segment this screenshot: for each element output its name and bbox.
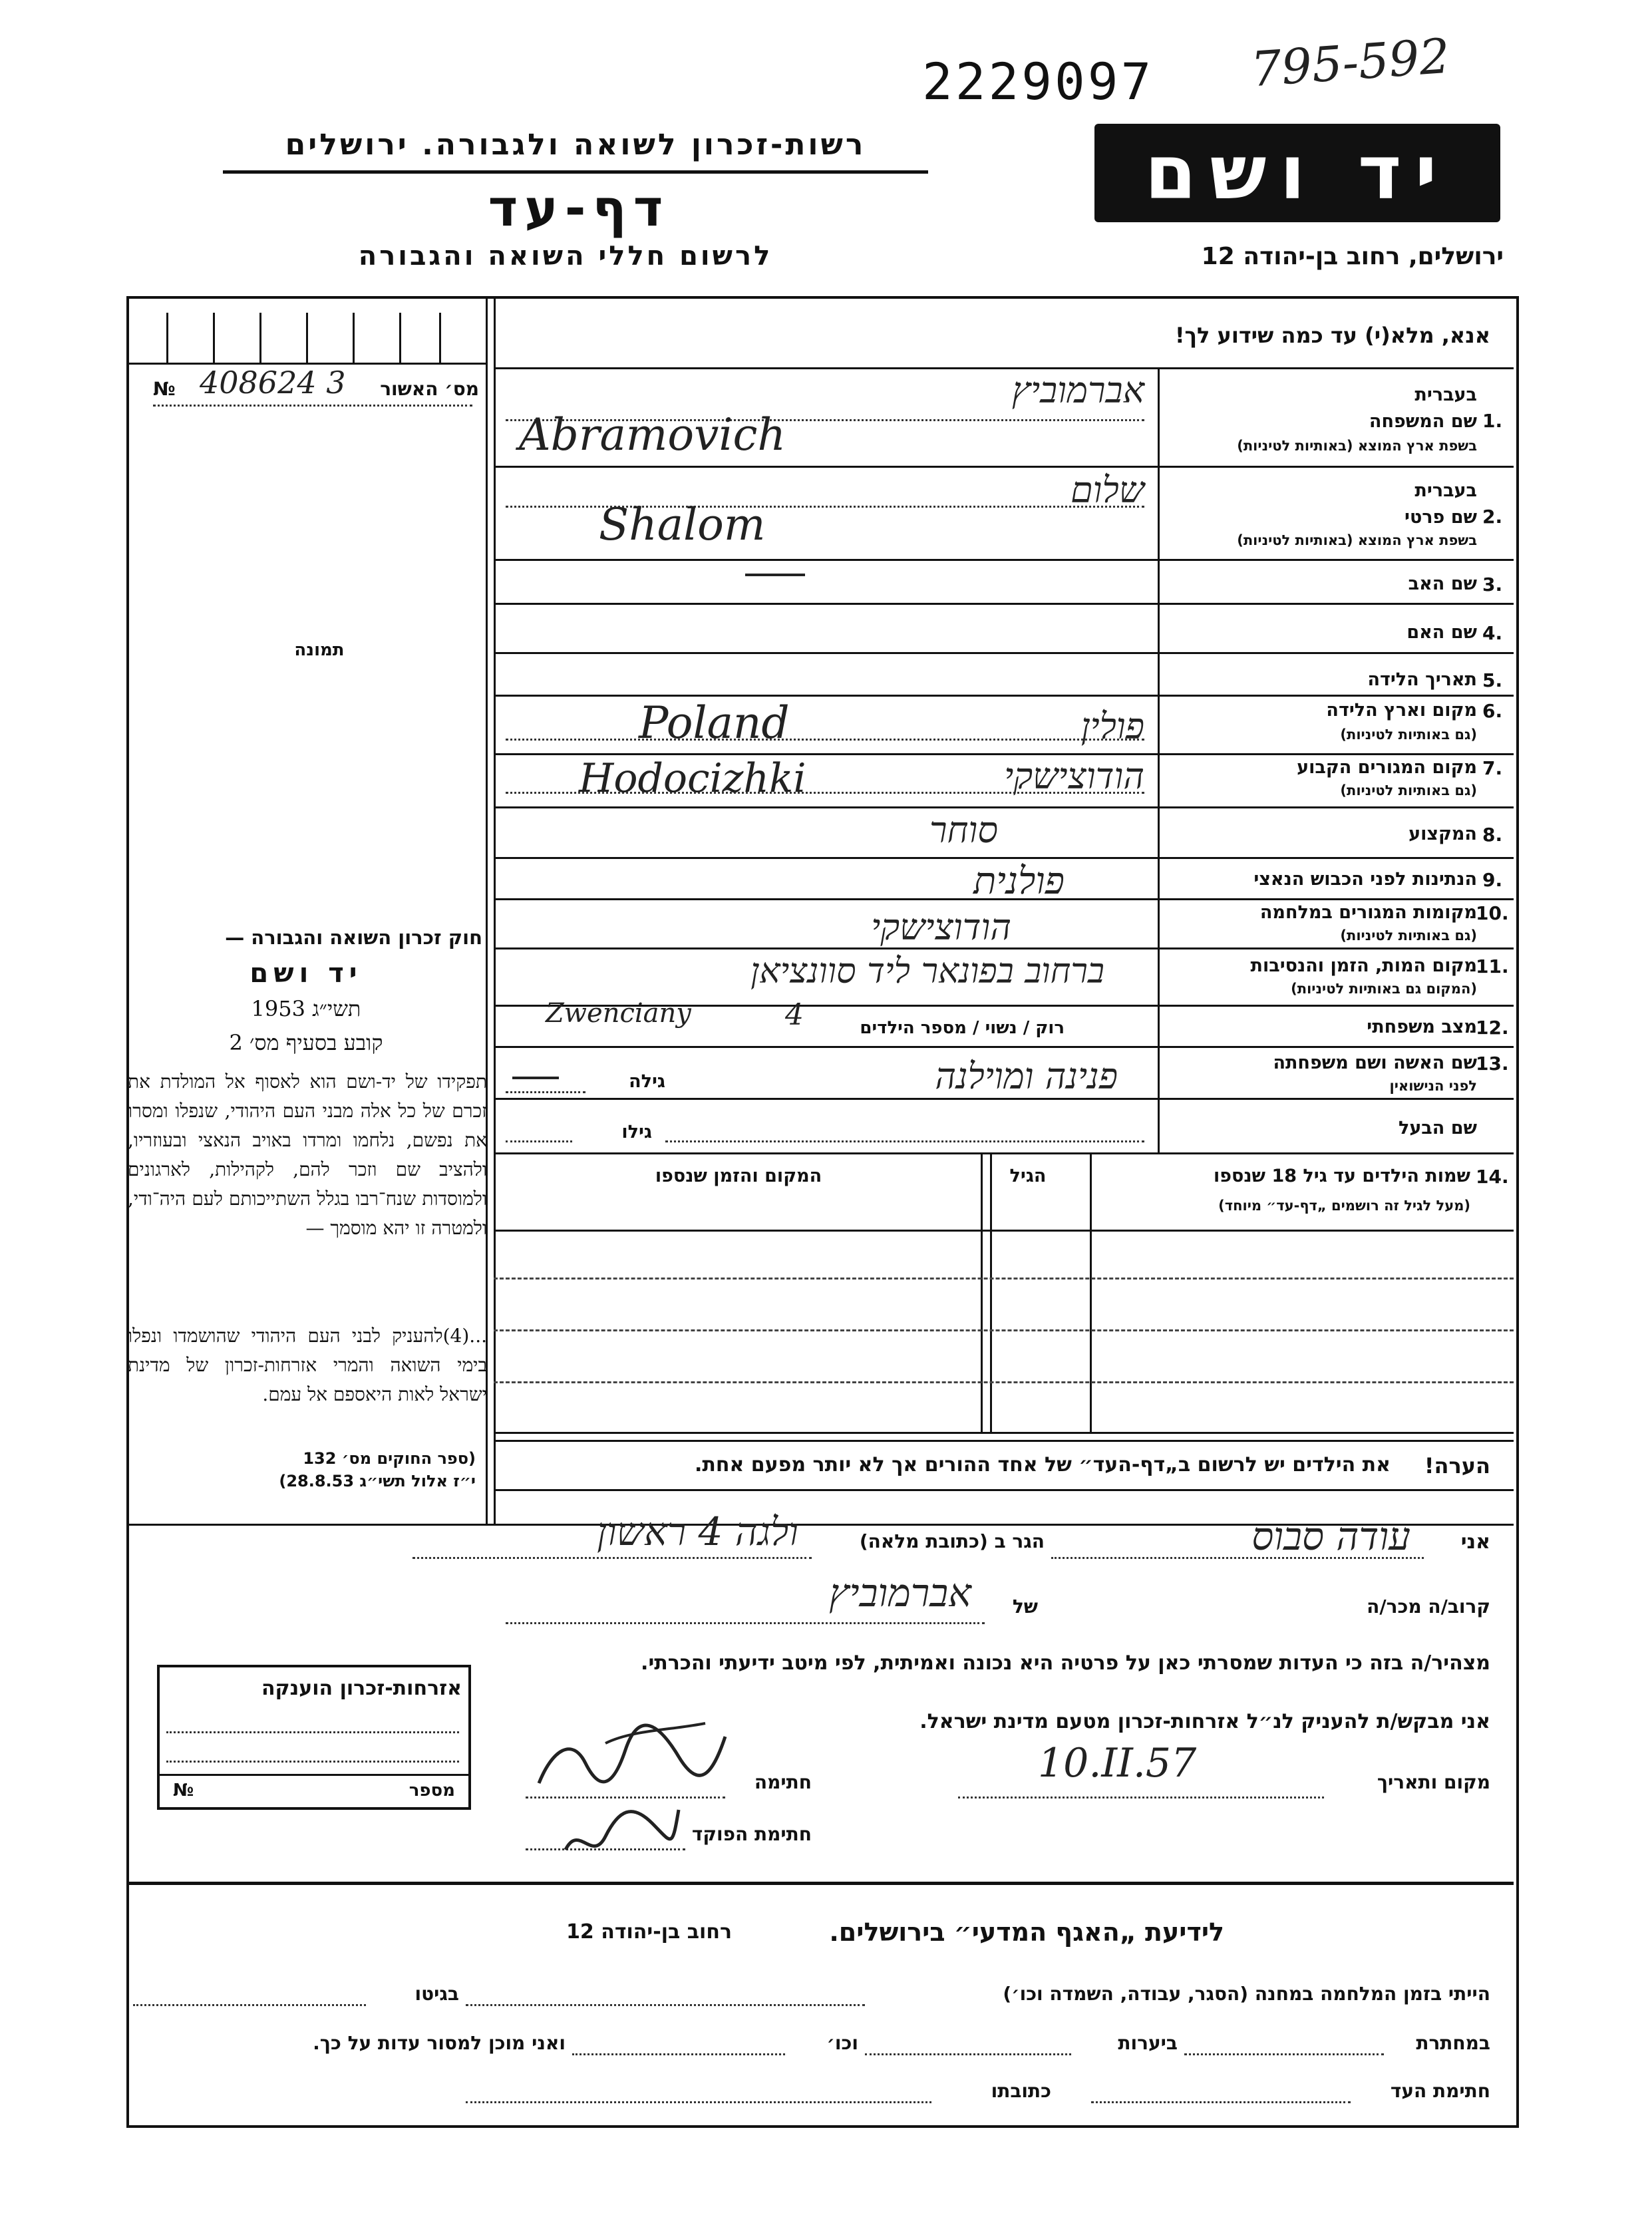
footer-row3-b: כתובתו	[991, 2080, 1051, 2102]
footer-top-line	[126, 1882, 1514, 1885]
field-11-label: מקום המות, הזמן והנסיבות	[1250, 955, 1477, 976]
field-10-sub: (גם באותיות לטיניות)	[1340, 928, 1477, 943]
label-column-divider	[1158, 367, 1160, 1152]
law-section: קובע בסעיף מס׳ 2	[229, 1030, 383, 1055]
field-5-label: תאריך הלידה	[1367, 669, 1477, 690]
granted-box-number-label: מספר	[409, 1781, 455, 1800]
footer-row3-dots-b	[466, 2101, 931, 2103]
row-sep	[494, 857, 1514, 859]
field-11-sub: (המקום גם באותיות לטיניות)	[1291, 981, 1477, 997]
husband-age-dots	[506, 1140, 572, 1142]
field-8-num: 8.	[1482, 824, 1503, 846]
wife-age-dash	[512, 1077, 559, 1079]
address: ירושלים, רחוב בן-יהודה 12	[1201, 243, 1504, 270]
footer-row3-dots-a	[1091, 2101, 1351, 2103]
field-1-label: שם המשפחה	[1369, 411, 1477, 432]
children-header-line	[494, 1230, 1514, 1232]
field-2-sub-hebrew: בעברית	[1414, 480, 1477, 501]
row-sep	[494, 1046, 1514, 1048]
granted-box-dots	[166, 1731, 459, 1733]
children-row	[494, 1278, 1514, 1280]
law-title: חוק זכרון השואה והגבורה —	[225, 926, 482, 949]
decl-of-value: אברמוביץ	[829, 1570, 971, 1616]
field-6-sub: (גם באותיות לטיניות)	[1340, 727, 1477, 743]
sidebar-tick-boxes	[126, 296, 486, 363]
wartime-residence-value: הודוצישקי	[871, 906, 1011, 948]
occupation-value: סוחר	[929, 809, 998, 851]
handwritten-reference: 795-592	[1249, 27, 1452, 98]
field-9-num: 9.	[1482, 869, 1503, 891]
note-text: את הילדים יש לרשום ב„דף-העד״ של אחד ההורים אך לא יותר מפעם אחת.	[694, 1453, 1391, 1476]
field-7-num: 7.	[1482, 757, 1503, 779]
children-num: 14.	[1476, 1166, 1509, 1188]
decl-signature-label: חתימה	[754, 1771, 812, 1793]
footer-title: לידיעת „האגף המדעי״ בירושלים.	[829, 1918, 1224, 1947]
field-3-label: שם האב	[1408, 574, 1477, 594]
wife-name-value: פנינה ומוילנה	[935, 1055, 1118, 1097]
death-place-value: ברחוב בפונאר ליד סוונציאן	[750, 951, 1104, 991]
row-sep	[494, 559, 1514, 561]
footer-row1-dots-b	[133, 2004, 366, 2006]
children-sub: (מעל לגיל זה רושמים „דף-עד״ מיוחד)	[1218, 1198, 1470, 1214]
footer-row1-dots-a	[466, 2004, 865, 2006]
field-13-label: שם האשה ושם משפחתה	[1273, 1053, 1477, 1073]
field-2-num: 2.	[1482, 506, 1503, 528]
children-place-col: המקום והזמן שנספו	[655, 1166, 822, 1186]
footer-row2-b: ביערות	[1118, 2032, 1178, 2054]
birthplace-hebrew-value: פולין	[1080, 705, 1144, 747]
children-col-divider-2	[990, 1152, 992, 1432]
wife-age-label: גילה	[629, 1071, 665, 1092]
granted-box-no-symbol: №	[173, 1781, 194, 1800]
children-col-divider-3	[981, 1152, 983, 1432]
row-sep	[494, 806, 1514, 808]
decl-relative-label: קרוב/ה מכר/ה	[1367, 1596, 1490, 1618]
footer-row1-a: הייתי בזמן המלחמה במחנה (הסגר, עבודה, השמדה וכו׳)	[1003, 1983, 1490, 2005]
law-year: תשי״ג 1953	[251, 996, 361, 1021]
field-7-label: מקום המגורים הקבוע	[1297, 757, 1477, 778]
birthplace-latin-value: Poland	[639, 697, 790, 749]
residence-hebrew-value: הודוצישקי	[1004, 755, 1144, 797]
decl-official-signature-label: חתימת הפוקד	[691, 1823, 812, 1845]
granted-box-dots	[166, 1761, 459, 1763]
law-source: (ספר החוקים מס׳ 132	[303, 1449, 476, 1468]
approval-no-dots	[153, 405, 472, 407]
approval-no-symbol: №	[153, 378, 176, 400]
death-place-latin-value: Zwenciany	[546, 998, 691, 1029]
children-label: שמות הילדים עד גיל 18 שנספו	[1213, 1166, 1470, 1186]
decl-of-label: של	[1012, 1596, 1038, 1618]
given-name-hebrew-value: שלום	[1070, 469, 1144, 511]
field-3-num: 3.	[1482, 574, 1503, 596]
husband-label: שם הבעל	[1398, 1118, 1477, 1138]
field-4-label: שם האם	[1406, 622, 1477, 643]
granted-box-title: אזרחות-זכרון הוענקה	[261, 1677, 462, 1700]
field-11-num: 11.	[1476, 955, 1509, 977]
decl-resides-label: הגר ב (כתובת מלאה)	[859, 1530, 1045, 1552]
row-sep	[494, 695, 1514, 697]
field-13-sub: לפני הנישואין	[1389, 1078, 1477, 1094]
field-10-num: 10.	[1476, 902, 1509, 924]
footer-row2-dots-c	[572, 2053, 785, 2055]
marital-options: רוק / נשוי / מספר הילדים	[860, 1018, 1065, 1038]
row-sep	[494, 466, 1514, 468]
granted-box-divider	[160, 1774, 468, 1776]
husband-age-label: גילו	[621, 1122, 652, 1142]
instruction-text: אנא, מלא(י) עד כמה שידוע לך!	[1174, 323, 1490, 348]
decl-request-text: אני מבקש/ת להעניק לנ״ל אזרחות-זכרון מטעם מדינת ישראל.	[919, 1710, 1490, 1733]
decl-i-label: אני	[1460, 1530, 1490, 1554]
row-sep	[494, 603, 1514, 605]
surname-latin-value: Abramovich	[519, 409, 786, 460]
citizenship-granted-box	[157, 1665, 471, 1810]
wife-age-dots	[506, 1091, 585, 1093]
law-item-4: ...(4)להעניק לבני העם היהודי שהושמדו ונפלו בימי השואה והמרי אזרחות-זכרון של מדינת ישראל לאות היאספם אל עמם.	[128, 1325, 487, 1405]
decl-of-dots	[506, 1622, 985, 1624]
field-1-sub-hebrew: בעברית	[1414, 385, 1477, 405]
field-4-num: 4.	[1482, 622, 1503, 644]
note-label: הערה!	[1424, 1453, 1490, 1478]
field-6-label: מקום וארץ הלידה	[1326, 700, 1477, 721]
photo-label: תמונה	[294, 640, 345, 660]
org-name: רשות-זכרון לשואה ולגבורה. ירושלים	[285, 128, 866, 162]
father-name-dash	[745, 574, 805, 576]
decl-i-value: עודה סבוס	[1251, 1514, 1410, 1559]
footer-row2-d: ואני מוכן למסור עדות על כך.	[313, 2032, 566, 2054]
footer-row2-dots-a	[1184, 2053, 1384, 2055]
note-bottom-line	[494, 1489, 1514, 1491]
law-date: י״ז אלול תשי״ג 28.8.53)	[279, 1472, 476, 1490]
decl-place-date-value: 10.II.57	[1038, 1740, 1197, 1787]
decl-declare-text: מצהיר/ה בזה כי העדות שמסרתי כאן על פרטיה היא נכונה ואמיתית, לפי מיטב ידיעתי והכרתי.	[641, 1651, 1490, 1675]
field-1-num: 1.	[1482, 410, 1503, 432]
footer-row3-a: חתימת העד	[1390, 2080, 1490, 2102]
children-bottom-line	[494, 1432, 1514, 1434]
husband-name-dots	[665, 1140, 1144, 1142]
row-sep	[494, 1152, 1514, 1154]
children-row	[494, 1329, 1514, 1331]
page-title: דף-עד	[488, 178, 670, 238]
footer-row2-a: במחתרת	[1416, 2032, 1490, 2054]
field-8-label: המקצוע	[1408, 824, 1477, 844]
yad-vashem-logo	[1094, 124, 1500, 222]
field-6-num: 6.	[1482, 700, 1503, 722]
field-10-label: מקומות המגורים במלחמה	[1259, 902, 1477, 923]
approval-no-value: 408624 3	[200, 365, 346, 401]
footer-address: רחוב בן-יהודה 12	[566, 1920, 732, 1944]
given-name-latin-value: Shalom	[599, 499, 766, 550]
field-9-label: הנתינות לפני הכבוש הנאצי	[1253, 869, 1477, 890]
field-2-label: שם פרטי	[1404, 507, 1477, 528]
decl-resides-dots	[413, 1557, 812, 1559]
children-age-col: הגיל	[1009, 1166, 1047, 1186]
page-subtitle: לרשום חללי השואה והגבורה	[358, 241, 773, 271]
children-row	[494, 1381, 1514, 1383]
row-sep	[494, 1098, 1514, 1100]
field-1-sub-latin: בשפת ארץ המוצא (באותיות לטיניות)	[1237, 438, 1477, 454]
field-2-sub-latin: בשפת ארץ המוצא (באותיות לטיניות)	[1237, 532, 1477, 548]
decl-place-date-dots	[958, 1797, 1324, 1798]
logo-text: יד ושם	[1144, 130, 1450, 216]
children-col-divider-1	[1090, 1152, 1092, 1432]
field-5-num: 5.	[1482, 669, 1503, 691]
official-signature-image	[552, 1783, 685, 1870]
law-name: יד ושם	[249, 958, 363, 989]
field-7-sub: (גם באותיות לטיניות)	[1340, 782, 1477, 798]
residence-latin-value: Hodocizhki	[579, 755, 806, 802]
note-top-line	[494, 1440, 1514, 1442]
citizenship-value: פולנית	[973, 860, 1065, 903]
children-count-value: 4	[785, 998, 804, 1032]
surname-hebrew-value: אברמוביץ	[1011, 369, 1144, 411]
law-text: תפקידו של יד-ושם הוא לאסוף אל המולדת את זכרם של כל אלה מבני העם היהודי, שנפלו ומסרו את נפשם, נלחמו ומרדו באויב הנאצי ובעוזריו, ולהציב שם וזכר להם, לקהילות, לארגונים ולמוסדות שנח־רבו בגלל השתייכותם לעם היה־ודי, ולמטרה זו יהא מוסמך —	[128, 1071, 487, 1239]
approval-no-label: מס׳ האשור	[380, 378, 479, 400]
field-13-num: 13.	[1476, 1053, 1509, 1075]
field-12-num: 12.	[1476, 1017, 1509, 1039]
org-name-underline	[223, 170, 928, 174]
decl-resides-value: ולגה 4 ראשון	[597, 1509, 798, 1554]
row-sep	[494, 652, 1514, 654]
field-12-label: מצב משפחתי	[1367, 1017, 1477, 1037]
decl-place-date-label: מקום ותאריך	[1377, 1771, 1490, 1793]
serial-number: 2229097	[922, 52, 1154, 111]
footer-row1-b: בגיטו	[414, 1983, 459, 2005]
sidebar-divider-inner	[494, 296, 496, 1526]
footer-row2-dots-b	[865, 2053, 1071, 2055]
footer-row2-c: וכו׳	[826, 2032, 858, 2054]
